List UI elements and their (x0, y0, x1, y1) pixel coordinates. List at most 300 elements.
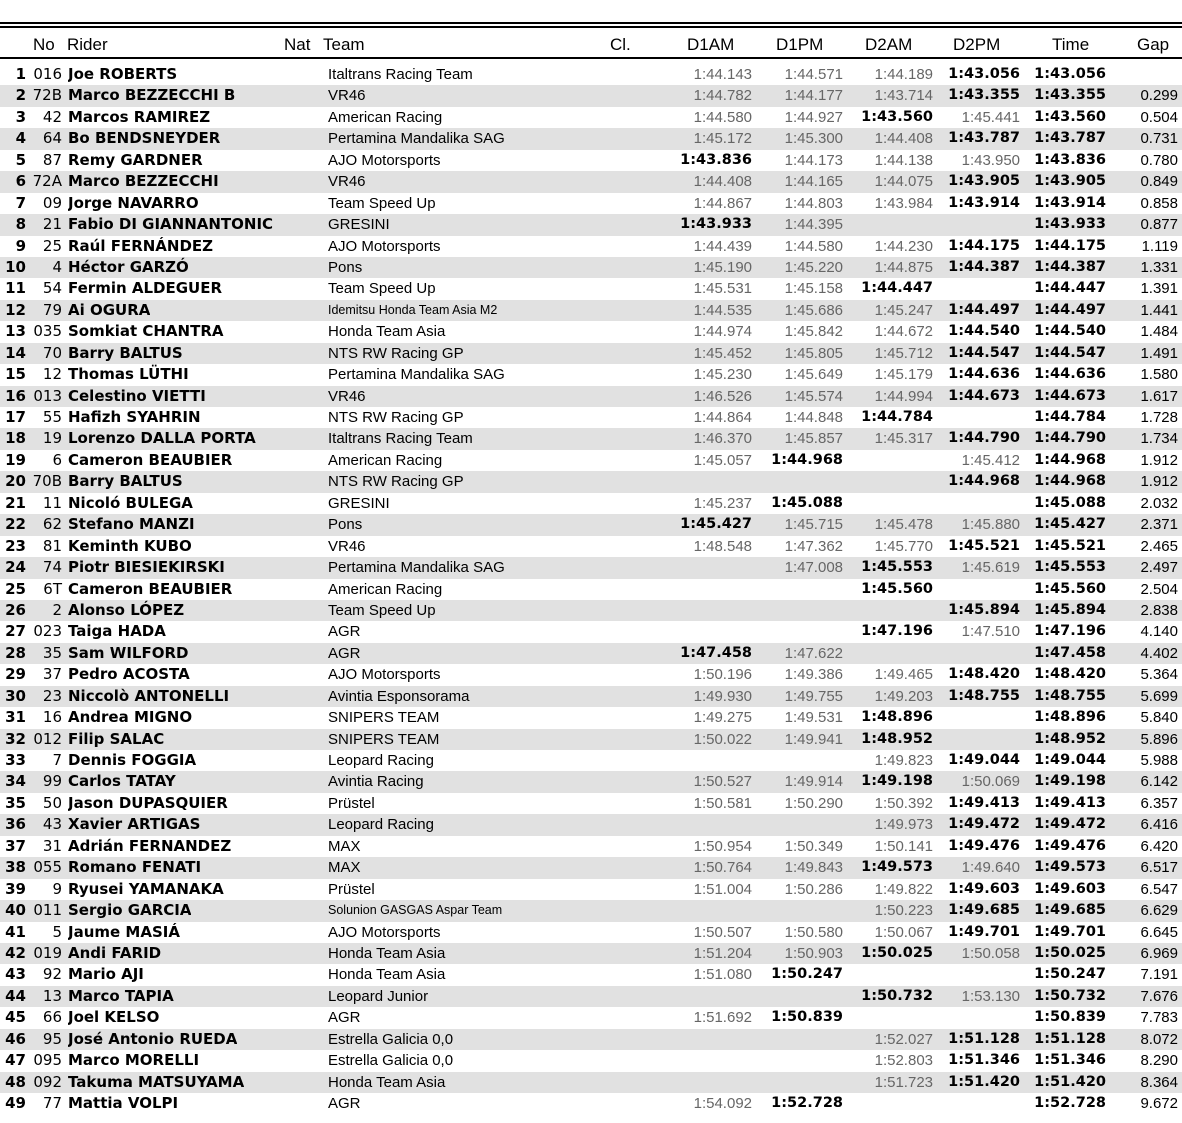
number-cell: 25 (42, 236, 62, 255)
table-row (0, 407, 1182, 428)
d1am-time-cell: 1:54.092 (693, 1095, 752, 1112)
rider-name-cell: Bo BENDSNEYDER (68, 129, 221, 148)
number-cell: 70B (32, 472, 62, 491)
table-row (0, 686, 1182, 707)
d1am-time-cell: 1:50.196 (693, 666, 752, 684)
table-row (0, 664, 1182, 685)
gap-cell: 6.357 (1140, 794, 1178, 812)
position-cell: 8 (15, 215, 26, 234)
gap-cell: 1.728 (1140, 409, 1178, 426)
team-cell: Honda Team Asia (328, 966, 446, 984)
gap-cell: 1.484 (1140, 323, 1178, 341)
rider-name-cell: Cameron BEAUBIER (68, 579, 233, 598)
gap-cell: 1.912 (1140, 451, 1178, 469)
gap-cell: 7.676 (1140, 987, 1178, 1005)
gap-cell: 0.504 (1140, 108, 1178, 126)
number-cell: 023 (33, 622, 62, 641)
table-row (0, 557, 1182, 578)
gap-cell: 7.191 (1140, 966, 1178, 984)
gap-cell: 0.780 (1140, 151, 1178, 169)
number-cell: 62 (42, 515, 62, 534)
number-cell: 66 (42, 1008, 62, 1027)
d1am-time-cell: 1:45.237 (693, 494, 752, 512)
best-time-cell: 1:45.521 (1034, 537, 1106, 554)
team-cell: Idemitsu Honda Team Asia M2 (328, 302, 498, 317)
d1am-time-cell: 1:44.864 (693, 409, 752, 426)
rider-name-cell: Niccolò ANTONELLI (68, 686, 230, 705)
table-row (0, 493, 1182, 514)
team-cell: Pertamina Mandalika SAG (328, 366, 505, 384)
table-row (0, 450, 1182, 471)
table-row (0, 814, 1182, 835)
d2am-time-cell: 1:45.317 (874, 430, 933, 448)
d1am-time-cell: 1:43.836 (680, 151, 752, 168)
header-d1am: D1AM (687, 35, 735, 54)
d1am-time-cell: 1:44.580 (693, 108, 752, 126)
position-cell: 24 (5, 558, 26, 577)
d2pm-time-cell: 1:49.413 (948, 794, 1020, 811)
position-cell: 44 (5, 986, 26, 1005)
position-cell: 9 (15, 236, 26, 255)
best-time-cell: 1:48.896 (1034, 709, 1106, 726)
best-time-cell: 1:44.968 (1034, 451, 1106, 468)
d1pm-time-cell: 1:45.686 (784, 301, 843, 319)
rider-name-cell: Carlos TATAY (68, 772, 176, 791)
gap-cell: 1.441 (1140, 301, 1178, 319)
number-cell: 37 (42, 665, 62, 684)
d1pm-time-cell: 1:44.173 (784, 151, 843, 169)
d2pm-time-cell: 1:48.420 (948, 666, 1020, 683)
table-row (0, 600, 1182, 621)
team-cell: Estrella Galicia 0,0 (328, 1030, 454, 1048)
rider-name-cell: Ai OGURA (68, 300, 151, 319)
header-d1pm: D1PM (776, 35, 824, 54)
rider-name-cell: Dennis FOGGIA (68, 751, 197, 769)
table-row (0, 943, 1182, 964)
header-cl: Cl. (610, 35, 631, 54)
team-cell: Team Speed Up (328, 194, 436, 212)
d2pm-time-cell: 1:44.547 (948, 344, 1020, 361)
team-cell: NTS RW Racing GP (328, 344, 464, 362)
d1am-time-cell: 1:51.004 (693, 880, 752, 898)
position-cell: 30 (5, 686, 26, 705)
position-cell: 18 (5, 429, 26, 448)
best-time-cell: 1:44.497 (1034, 301, 1106, 318)
number-cell: 095 (33, 1051, 62, 1070)
number-cell: 012 (33, 729, 62, 748)
best-time-cell: 1:44.784 (1034, 409, 1106, 425)
number-cell: 42 (42, 107, 62, 126)
position-cell: 25 (5, 579, 26, 598)
table-row (0, 922, 1182, 943)
gap-cell: 6.629 (1140, 902, 1178, 920)
best-time-cell: 1:43.787 (1034, 130, 1106, 147)
d1am-time-cell: 1:51.692 (693, 1009, 752, 1027)
best-time-cell: 1:47.196 (1034, 623, 1106, 640)
best-time-cell: 1:50.839 (1034, 1009, 1106, 1026)
d1pm-time-cell: 1:49.941 (784, 730, 843, 748)
d2am-time-cell: 1:45.560 (861, 580, 933, 597)
position-cell: 46 (5, 1029, 26, 1048)
d2pm-time-cell: 1:49.476 (948, 837, 1020, 854)
gap-cell: 1.734 (1140, 430, 1178, 448)
best-time-cell: 1:45.427 (1034, 516, 1106, 533)
number-cell: 31 (42, 836, 62, 855)
team-cell: Honda Team Asia (328, 944, 446, 962)
position-cell: 28 (5, 643, 26, 662)
d2pm-time-cell: 1:44.636 (948, 366, 1020, 383)
d1am-time-cell: 1:45.427 (680, 516, 752, 533)
number-cell: 013 (33, 386, 62, 405)
table-header (0, 33, 1182, 57)
gap-cell: 0.299 (1140, 87, 1178, 105)
d2am-time-cell: 1:44.075 (874, 173, 933, 191)
gap-cell: 8.364 (1140, 1073, 1178, 1091)
d2am-time-cell: 1:50.223 (874, 902, 933, 920)
d1pm-time-cell: 1:45.220 (784, 258, 843, 276)
gap-cell: 4.402 (1140, 644, 1178, 662)
d1pm-time-cell: 1:44.803 (784, 194, 843, 212)
table-row (0, 343, 1182, 364)
number-cell: 70 (42, 343, 62, 362)
d2pm-time-cell: 1:44.790 (948, 430, 1020, 447)
d2pm-time-cell: 1:45.880 (961, 516, 1020, 534)
d1pm-time-cell: 1:47.362 (784, 537, 843, 555)
number-cell: 81 (42, 536, 62, 555)
d1pm-time-cell: 1:52.728 (771, 1095, 843, 1111)
d2am-time-cell: 1:52.803 (874, 1052, 933, 1070)
position-cell: 32 (5, 729, 26, 748)
number-cell: 92 (42, 965, 62, 984)
rider-name-cell: Andi FARID (68, 943, 162, 962)
gap-cell: 0.849 (1140, 173, 1178, 191)
d1pm-time-cell: 1:49.531 (784, 709, 843, 727)
table-row (0, 1072, 1182, 1093)
d1pm-time-cell: 1:49.386 (784, 666, 843, 684)
rider-name-cell: Hafizh SYAHRIN (68, 408, 201, 426)
position-cell: 20 (5, 472, 26, 491)
d1am-time-cell: 1:44.408 (693, 173, 752, 191)
rider-name-cell: José Antonio RUEDA (68, 1029, 238, 1048)
d2am-time-cell: 1:49.823 (874, 752, 933, 769)
position-cell: 31 (5, 708, 26, 727)
header-rider: Rider (67, 35, 108, 54)
best-time-cell: 1:51.346 (1034, 1052, 1106, 1069)
table-row (0, 579, 1182, 600)
gap-cell: 2.504 (1140, 580, 1178, 598)
team-cell: Prüstel (328, 880, 375, 898)
team-cell: American Racing (328, 580, 443, 598)
d2pm-time-cell: 1:44.497 (948, 301, 1020, 318)
rider-name-cell: Adrián FERNANDEZ (68, 836, 232, 855)
table-row (0, 278, 1182, 299)
d2am-time-cell: 1:44.672 (874, 323, 933, 341)
d2pm-time-cell: 1:43.787 (948, 130, 1020, 147)
d2am-time-cell: 1:49.465 (874, 666, 933, 684)
position-cell: 35 (5, 793, 26, 812)
gap-cell: 8.072 (1140, 1030, 1178, 1048)
d2pm-time-cell: 1:49.685 (948, 902, 1020, 919)
d1pm-time-cell: 1:45.158 (784, 280, 843, 298)
gap-cell: 6.416 (1140, 816, 1178, 834)
d2am-time-cell: 1:44.408 (874, 130, 933, 148)
table-row (0, 514, 1182, 535)
gap-cell: 6.645 (1140, 923, 1178, 941)
position-cell: 41 (5, 922, 26, 941)
d2am-time-cell: 1:48.952 (861, 730, 933, 747)
d2pm-time-cell: 1:50.058 (961, 944, 1020, 962)
best-time-cell: 1:44.447 (1034, 280, 1106, 297)
position-cell: 17 (5, 408, 26, 426)
rider-name-cell: Joe ROBERTS (68, 65, 178, 83)
position-cell: 26 (5, 600, 26, 619)
rider-name-cell: Xavier ARTIGAS (68, 815, 201, 834)
team-cell: Prüstel (328, 794, 375, 812)
gap-cell: 2.032 (1140, 494, 1178, 512)
best-time-cell: 1:50.732 (1034, 987, 1106, 1004)
team-cell: AJO Motorsports (328, 923, 441, 941)
header-gap: Gap (1137, 35, 1170, 54)
header-rule (0, 57, 1182, 59)
rider-name-cell: Somkiat CHANTRA (68, 322, 224, 341)
d1pm-time-cell: 1:49.914 (784, 773, 843, 791)
table-row (0, 364, 1182, 385)
team-cell: Team Speed Up (328, 280, 436, 298)
d1am-time-cell: 1:44.439 (693, 237, 752, 255)
table-row (0, 707, 1182, 728)
best-time-cell: 1:49.044 (1034, 752, 1106, 768)
d2am-time-cell: 1:50.067 (874, 923, 933, 941)
team-cell: AGR (328, 1095, 361, 1112)
position-cell: 15 (5, 365, 26, 384)
d2pm-time-cell: 1:51.128 (948, 1030, 1020, 1047)
d1pm-time-cell: 1:45.805 (784, 344, 843, 362)
team-cell: Leopard Racing (328, 816, 434, 834)
rider-name-cell: Mario AJI (68, 965, 144, 984)
d2pm-time-cell: 1:49.640 (961, 859, 1020, 877)
team-cell: Estrella Galicia 0,0 (328, 1052, 454, 1070)
rider-name-cell: Nicoló BULEGA (68, 493, 193, 512)
d2am-time-cell: 1:45.478 (874, 516, 933, 534)
rider-name-cell: Ryusei YAMANAKA (68, 879, 224, 898)
table-row (0, 214, 1182, 235)
best-time-cell: 1:45.894 (1034, 601, 1106, 618)
position-cell: 42 (5, 943, 26, 962)
d2am-time-cell: 1:49.822 (874, 880, 933, 898)
rider-name-cell: Thomas LÜTHI (68, 365, 189, 384)
team-cell: Honda Team Asia (328, 323, 446, 341)
gap-cell: 6.547 (1140, 880, 1178, 898)
header-time: Time (1052, 35, 1090, 54)
d1am-time-cell: 1:44.143 (693, 66, 752, 83)
best-time-cell: 1:49.573 (1034, 859, 1106, 876)
best-time-cell: 1:50.025 (1034, 944, 1106, 961)
best-time-cell: 1:44.175 (1034, 237, 1106, 254)
gap-cell: 6.969 (1140, 944, 1178, 962)
best-time-cell: 1:47.458 (1034, 644, 1106, 661)
d2pm-time-cell: 1:51.420 (948, 1073, 1020, 1090)
gap-cell: 1.331 (1140, 258, 1178, 276)
best-time-cell: 1:51.420 (1034, 1073, 1106, 1090)
d1pm-time-cell: 1:44.580 (784, 237, 843, 255)
best-time-cell: 1:45.088 (1034, 494, 1106, 511)
table-row (0, 300, 1182, 321)
gap-cell: 1.580 (1140, 366, 1178, 384)
team-cell: Avintia Racing (328, 773, 424, 791)
number-cell: 19 (42, 429, 62, 448)
d2am-time-cell: 1:51.723 (874, 1073, 933, 1091)
d1am-time-cell: 1:45.230 (693, 366, 752, 384)
gap-cell: 1.491 (1140, 344, 1178, 362)
rider-name-cell: Barry BALTUS (68, 343, 183, 362)
team-cell: Pertamina Mandalika SAG (328, 130, 505, 148)
d2am-time-cell: 1:44.784 (861, 409, 933, 425)
best-time-cell: 1:49.603 (1034, 880, 1106, 897)
rider-name-cell: Marco MORELLI (68, 1051, 200, 1070)
d1am-time-cell: 1:44.782 (693, 87, 752, 105)
d2pm-time-cell: 1:43.056 (948, 66, 1020, 82)
rider-name-cell: Keminth KUBO (68, 536, 192, 555)
team-cell: AGR (328, 644, 361, 662)
rider-name-cell: Marco BEZZECCHI (68, 172, 219, 191)
gap-cell: 6.142 (1140, 773, 1178, 791)
position-cell: 39 (5, 879, 26, 898)
table-row (0, 1093, 1182, 1114)
number-cell: 72B (32, 86, 62, 105)
d1pm-time-cell: 1:50.839 (771, 1009, 843, 1026)
d1pm-time-cell: 1:44.177 (784, 87, 843, 105)
d1am-time-cell: 1:44.535 (693, 301, 752, 319)
d1am-time-cell: 1:45.172 (693, 130, 752, 148)
rider-name-cell: Sergio GARCIA (68, 901, 192, 920)
table-row (0, 64, 1182, 85)
d2am-time-cell: 1:49.203 (874, 687, 933, 705)
number-cell: 23 (42, 686, 62, 705)
table-row (0, 964, 1182, 985)
d2am-time-cell: 1:45.179 (874, 366, 933, 384)
table-row (0, 986, 1182, 1007)
team-cell: VR46 (328, 87, 366, 105)
top-rule (0, 22, 1182, 24)
number-cell: 21 (42, 215, 62, 234)
best-time-cell: 1:43.905 (1034, 173, 1106, 190)
d1pm-time-cell: 1:50.349 (784, 837, 843, 855)
rider-name-cell: Marco BEZZECCHI B (68, 86, 236, 105)
rider-name-cell: Sam WILFORD (68, 643, 189, 662)
best-time-cell: 1:44.968 (1034, 473, 1106, 490)
position-cell: 4 (15, 129, 26, 148)
gap-cell: 1.391 (1140, 280, 1178, 298)
team-cell: MAX (328, 859, 361, 877)
position-cell: 38 (5, 858, 26, 877)
table-row (0, 1007, 1182, 1028)
best-time-cell: 1:43.836 (1034, 151, 1106, 168)
d1pm-time-cell: 1:50.290 (784, 794, 843, 812)
d1am-time-cell: 1:43.933 (680, 216, 752, 233)
d2am-time-cell: 1:45.247 (874, 301, 933, 319)
table-row (0, 836, 1182, 857)
best-time-cell: 1:49.476 (1034, 837, 1106, 854)
team-cell: AGR (328, 623, 361, 641)
team-cell: AJO Motorsports (328, 151, 441, 169)
table-row (0, 879, 1182, 900)
position-cell: 43 (5, 965, 26, 984)
d2pm-time-cell: 1:49.701 (948, 923, 1020, 940)
position-cell: 11 (5, 279, 26, 298)
d1pm-time-cell: 1:47.008 (784, 559, 843, 577)
d1pm-time-cell: 1:44.848 (784, 409, 843, 426)
team-cell: NTS RW Racing GP (328, 473, 464, 491)
position-cell: 33 (5, 751, 26, 769)
rider-name-cell: Marcos RAMIREZ (68, 107, 211, 126)
gap-cell: 5.988 (1140, 752, 1178, 769)
best-time-cell: 1:49.198 (1034, 773, 1106, 790)
position-cell: 21 (5, 493, 26, 512)
gap-cell: 0.858 (1140, 194, 1178, 212)
d1am-time-cell: 1:51.204 (693, 944, 752, 962)
rider-name-cell: Romano FENATI (68, 858, 202, 877)
team-cell: NTS RW Racing GP (328, 409, 464, 426)
position-cell: 27 (5, 622, 26, 641)
d2pm-time-cell: 1:47.510 (961, 623, 1020, 641)
results-table (0, 64, 1182, 1114)
team-cell: Italtrans Racing Team (328, 430, 473, 448)
team-cell: GRESINI (328, 216, 390, 234)
number-cell: 9 (52, 879, 62, 898)
table-row (0, 150, 1182, 171)
d2pm-time-cell: 1:45.441 (961, 108, 1020, 126)
position-cell: 3 (15, 107, 26, 126)
d2pm-time-cell: 1:45.412 (961, 451, 1020, 469)
d2am-time-cell: 1:44.875 (874, 258, 933, 276)
table-row (0, 428, 1182, 449)
d2am-time-cell: 1:43.984 (874, 194, 933, 212)
d1pm-time-cell: 1:50.286 (784, 880, 843, 898)
best-time-cell: 1:44.636 (1034, 366, 1106, 383)
d1am-time-cell: 1:51.080 (693, 966, 752, 984)
d1am-time-cell: 1:45.452 (693, 344, 752, 362)
number-cell: 55 (42, 408, 62, 426)
position-cell: 34 (5, 772, 26, 791)
position-cell: 2 (15, 86, 26, 105)
table-row (0, 1029, 1182, 1050)
team-cell: VR46 (328, 387, 366, 405)
rider-name-cell: Celestino VIETTI (68, 386, 206, 405)
best-time-cell: 1:44.790 (1034, 430, 1106, 447)
d1am-time-cell: 1:50.022 (693, 730, 752, 748)
d1pm-time-cell: 1:44.571 (784, 66, 843, 83)
d1am-time-cell: 1:48.548 (693, 537, 752, 555)
d1pm-time-cell: 1:44.968 (771, 451, 843, 468)
best-time-cell: 1:44.673 (1034, 387, 1106, 404)
table-row (0, 536, 1182, 557)
d2pm-time-cell: 1:45.521 (948, 537, 1020, 554)
position-cell: 48 (5, 1072, 26, 1091)
table-row (0, 257, 1182, 278)
d2am-time-cell: 1:50.141 (874, 837, 933, 855)
number-cell: 092 (33, 1072, 62, 1091)
d2pm-time-cell: 1:48.755 (948, 687, 1020, 704)
d2am-time-cell: 1:49.573 (861, 859, 933, 876)
header-d2pm: D2PM (953, 35, 1001, 54)
rider-name-cell: Raúl FERNÁNDEZ (68, 236, 214, 255)
number-cell: 64 (42, 129, 62, 148)
header-no: No (33, 35, 55, 54)
team-cell: MAX (328, 837, 361, 855)
rider-name-cell: Jorge NAVARRO (68, 193, 199, 212)
d1am-time-cell: 1:49.930 (693, 687, 752, 705)
position-cell: 10 (5, 257, 26, 276)
